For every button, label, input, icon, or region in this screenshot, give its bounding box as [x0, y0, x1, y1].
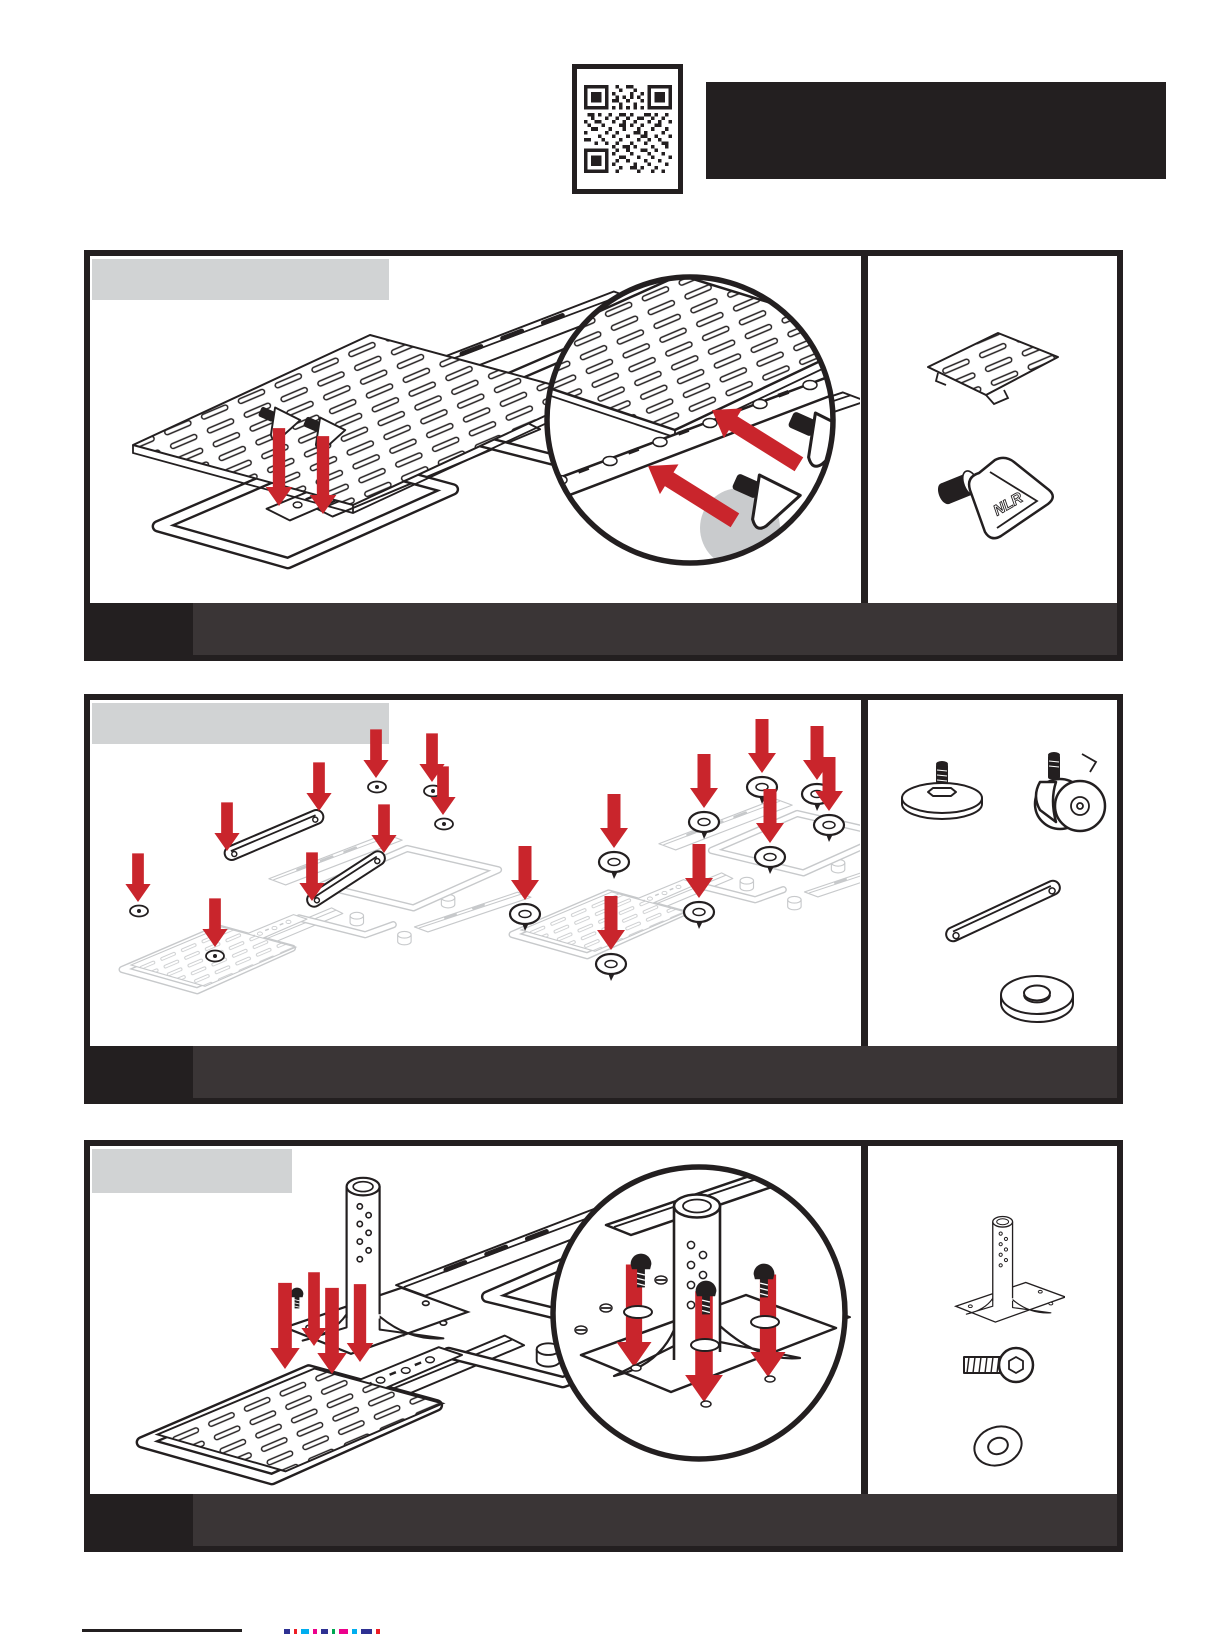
step-1-bottom-bar [90, 603, 1117, 655]
part-glide-foot [895, 760, 990, 830]
parts-column-divider [861, 1146, 868, 1494]
qr-code [572, 64, 683, 194]
registration-marks [284, 1629, 380, 1634]
part-thumb-screw-knob [935, 450, 1065, 545]
knob-brand-text: NLR [990, 489, 1026, 520]
part-shifter-bracket [950, 1205, 1065, 1325]
parts-column-divider [861, 256, 868, 603]
step-panel-1 [84, 250, 1123, 661]
step-3-instruction [193, 1494, 1117, 1546]
part-washer-small [968, 1415, 1030, 1479]
step-panel-3 [84, 1140, 1123, 1552]
parts-column-divider [861, 700, 868, 1046]
step-2-bottom-bar [90, 1046, 1117, 1098]
part-caster-wheel [1020, 752, 1120, 842]
step-3-number-box [90, 1494, 193, 1546]
part-washer-large [995, 965, 1080, 1030]
step-1-detail-circle [540, 270, 840, 570]
step-3-bottom-bar [90, 1494, 1117, 1546]
part-pedal-plate [920, 325, 1065, 420]
step-2-instruction [193, 1046, 1117, 1098]
step-1-number-box [90, 603, 193, 655]
step-1-instruction [193, 603, 1117, 655]
part-slide-rail [935, 865, 1070, 955]
step-3-detail-circle [546, 1160, 852, 1466]
step-2-main-drawing [92, 705, 860, 1040]
header-banner [706, 82, 1166, 179]
part-button-head-screw [960, 1335, 1040, 1395]
step-panel-2 [84, 694, 1123, 1104]
qr-code-pattern [584, 85, 672, 173]
step-2-number-box [90, 1046, 193, 1098]
footer-rule [82, 1629, 242, 1632]
